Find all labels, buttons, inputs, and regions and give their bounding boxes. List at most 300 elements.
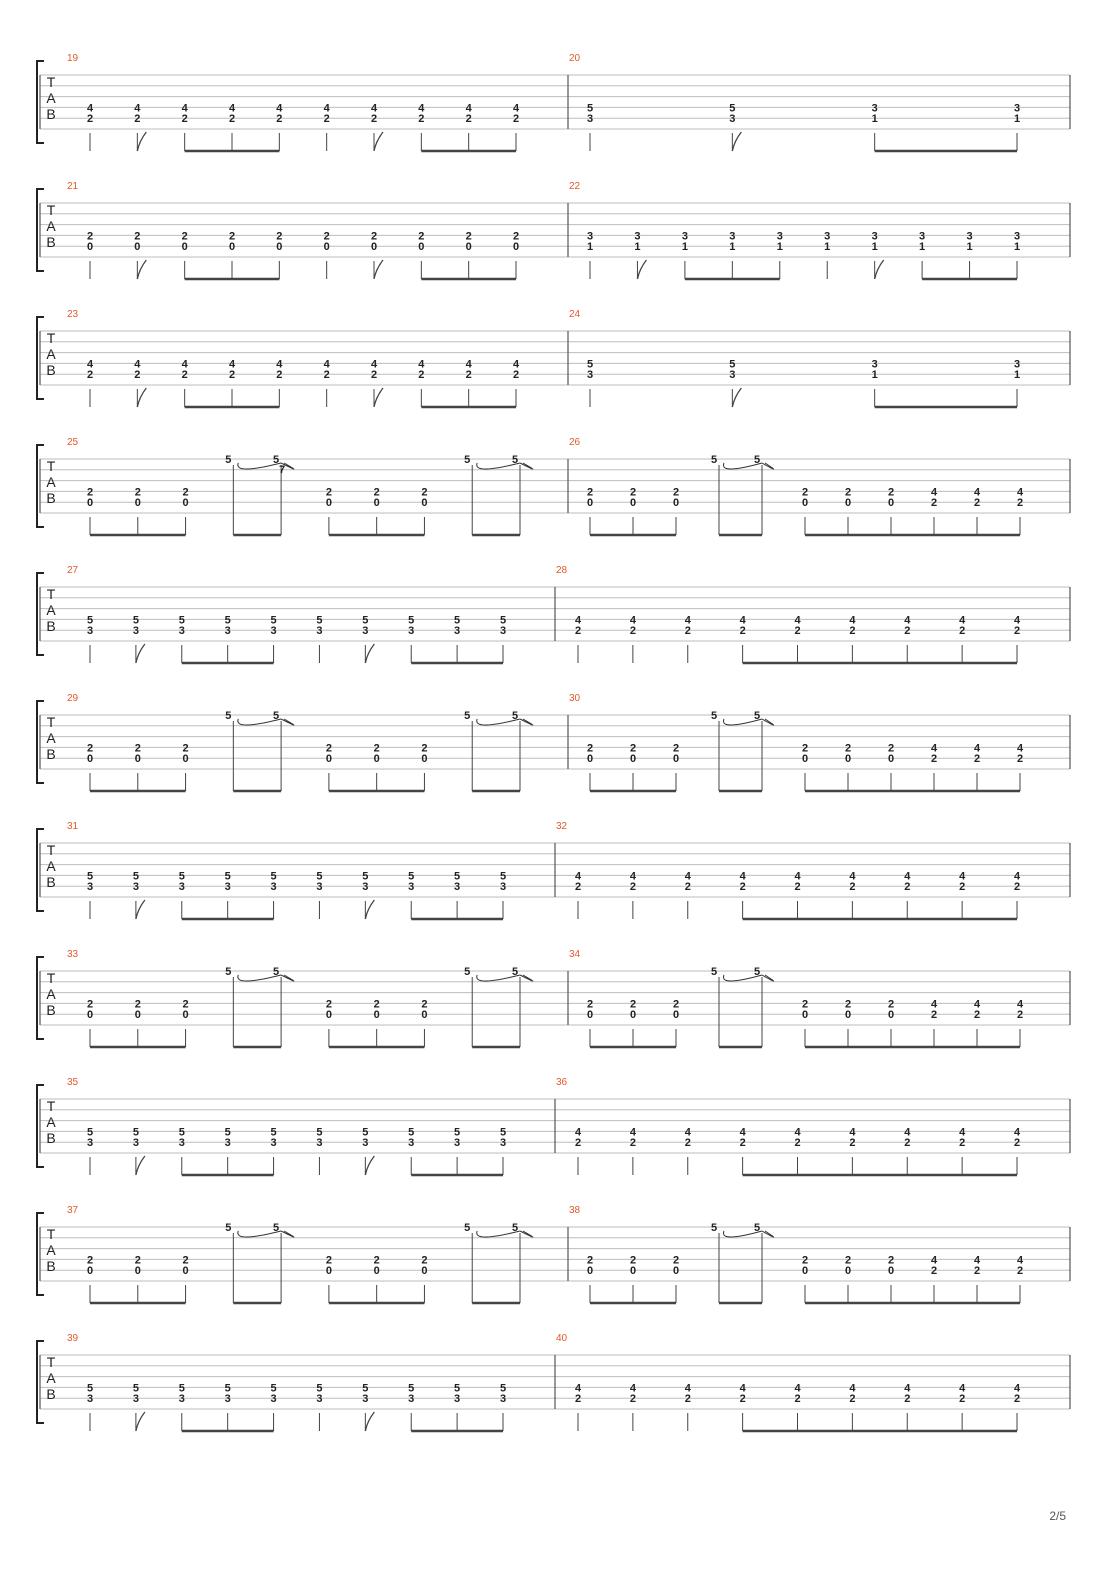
fret-number: 2	[973, 497, 981, 510]
fret-number: 3	[871, 102, 878, 115]
fret-number: 0	[325, 1265, 332, 1278]
fret-number: 5	[270, 870, 277, 883]
measure	[67, 693, 533, 791]
fret-number: 5	[273, 710, 280, 722]
fret-number: 2	[134, 998, 141, 1011]
fret-number: 4	[904, 870, 911, 883]
fret-number: 2	[574, 1137, 582, 1150]
fret-number: 0	[181, 241, 188, 254]
fret-number: 3	[1013, 230, 1021, 243]
fret-number: 5	[464, 710, 471, 722]
fret-number: 3	[132, 881, 139, 894]
note-flag	[732, 388, 741, 407]
fret-number: 0	[373, 1009, 380, 1022]
fret-number: 0	[182, 1265, 189, 1278]
fret-number: 0	[182, 1009, 189, 1022]
fret-number: 2	[181, 230, 188, 243]
fret-number: 4	[959, 1126, 966, 1139]
measure-number: 36	[556, 1077, 568, 1088]
fret-number: 5	[408, 870, 415, 883]
tab-system	[37, 565, 1070, 663]
tie-arc	[281, 975, 294, 981]
fret-number: 2	[1013, 1137, 1021, 1150]
measure	[67, 53, 520, 151]
fret-number: 0	[325, 753, 332, 766]
fret-number: 4	[739, 1382, 746, 1395]
tab-clef-letter: T	[46, 330, 56, 346]
note-flag	[365, 644, 374, 663]
fret-number: 2	[930, 753, 938, 766]
fret-number: 0	[134, 241, 141, 254]
fret-number: 2	[182, 486, 189, 499]
fret-number: 5	[753, 454, 761, 466]
fret-number: 3	[871, 230, 878, 243]
tab-clef-letter: A	[46, 346, 56, 362]
tab-clef-letter: B	[46, 234, 56, 250]
fret-number: 4	[629, 1382, 636, 1395]
fret-number: 1	[1013, 113, 1021, 126]
fret-number: 0	[134, 1265, 141, 1278]
fret-number: 4	[512, 358, 520, 371]
fret-number: 0	[801, 497, 809, 510]
fret-number: 2	[228, 113, 236, 126]
fret-number: 4	[849, 614, 856, 627]
fret-number: 2	[672, 486, 680, 499]
fret-number: 4	[739, 614, 746, 627]
note-flag	[136, 644, 145, 663]
tab-clef-letter: B	[46, 746, 56, 762]
fret-number: 0	[86, 241, 94, 254]
fret-number: 0	[86, 1009, 94, 1022]
fret-number: 2	[1013, 881, 1021, 894]
fret-number: 2	[512, 369, 520, 382]
fret-number: 4	[794, 1382, 801, 1395]
fret-number: 0	[801, 1265, 809, 1278]
tie-arc	[520, 463, 533, 469]
fret-number: 5	[511, 1222, 519, 1234]
fret-number: 3	[316, 625, 323, 638]
fret-number: 0	[586, 1009, 594, 1022]
fret-number: 3	[316, 1393, 323, 1406]
fret-number: 4	[181, 358, 188, 371]
fret-number: 0	[512, 241, 520, 254]
fret-number: 0	[844, 1265, 852, 1278]
fret-number: 3	[86, 1393, 94, 1406]
fret-number: 3	[316, 881, 323, 894]
fret-number: 3	[270, 1393, 277, 1406]
tie-arc	[520, 719, 533, 725]
measure-number: 33	[67, 949, 79, 960]
tab-clef-letter: A	[46, 218, 56, 234]
tab-clef-letter: A	[46, 986, 56, 1002]
fret-number: 4	[973, 486, 981, 499]
fret-number: 2	[465, 369, 472, 382]
measure-number: 21	[67, 181, 79, 192]
fret-number: 4	[1016, 742, 1024, 755]
tab-system	[37, 1205, 1070, 1303]
fret-number: 5	[225, 454, 232, 466]
fret-number: 2	[134, 369, 141, 382]
fret-number: 2	[794, 625, 801, 638]
fret-number: 4	[276, 102, 283, 115]
fret-number: 0	[844, 497, 852, 510]
fret-number: 0	[887, 753, 895, 766]
fret-number: 5	[178, 1126, 185, 1139]
fret-number: 4	[323, 102, 330, 115]
fret-number: 2	[887, 486, 895, 499]
fret-number: 5	[224, 1126, 231, 1139]
fret-number: 3	[454, 1137, 461, 1150]
fret-number: 5	[273, 1222, 280, 1234]
fret-number: 5	[464, 1222, 471, 1234]
fret-number: 2	[739, 881, 746, 894]
fret-number: 3	[729, 369, 736, 382]
fret-number: 4	[1016, 1254, 1024, 1267]
fret-number: 2	[739, 1393, 746, 1406]
fret-number: 2	[801, 742, 809, 755]
fret-number: 2	[370, 230, 378, 243]
fret-number: 2	[134, 1254, 141, 1267]
fret-number: 5	[86, 870, 94, 883]
fret-number: 2	[86, 742, 94, 755]
fret-number: 0	[672, 1009, 680, 1022]
fret-number: 2	[904, 881, 911, 894]
fret-number: 2	[629, 625, 636, 638]
measure	[67, 949, 533, 1047]
fret-number: 2	[629, 1393, 636, 1406]
note-flag	[137, 260, 146, 279]
fret-number: 4	[574, 1382, 582, 1395]
fret-number: 4	[930, 486, 938, 499]
tab-clef-letter: T	[46, 74, 56, 90]
fret-number: 2	[574, 625, 582, 638]
fret-number: 2	[181, 369, 188, 382]
tie-arc	[520, 975, 533, 981]
fret-number: 3	[224, 1393, 231, 1406]
fret-number: 3	[681, 230, 688, 243]
fret-number: 3	[776, 230, 783, 243]
fret-number: 2	[794, 1393, 801, 1406]
fret-number: 0	[672, 1265, 680, 1278]
fret-number: 4	[930, 742, 938, 755]
fret-number: 3	[224, 1137, 231, 1150]
fret-number: 2	[849, 1137, 856, 1150]
fret-number: 2	[973, 1265, 981, 1278]
tab-system	[37, 53, 1070, 151]
fret-number: 4	[684, 1382, 691, 1395]
fret-number: 2	[629, 742, 637, 755]
measure-number: 38	[569, 1205, 581, 1216]
fret-number: 5	[710, 1222, 718, 1234]
fret-number: 2	[421, 486, 428, 499]
tab-clef-letter: A	[46, 1114, 56, 1130]
fret-number: 2	[629, 881, 636, 894]
fret-number: 0	[629, 1265, 637, 1278]
fret-number: 0	[629, 497, 637, 510]
fret-number: 5	[225, 1222, 232, 1234]
fret-number: 2	[586, 998, 594, 1011]
note-flag	[732, 132, 741, 151]
measure	[556, 1333, 1021, 1431]
fret-number: 2	[86, 113, 94, 126]
tab-clef-letter: A	[46, 1242, 56, 1258]
measure	[67, 1077, 506, 1175]
fret-number: 2	[1016, 753, 1024, 766]
tie-arc	[762, 1231, 774, 1237]
measure-number: 35	[67, 1077, 79, 1088]
fret-number: 5	[511, 710, 519, 722]
fret-number: 4	[904, 1382, 911, 1395]
fret-number: 2	[86, 230, 94, 243]
fret-number: 5	[178, 614, 185, 627]
fret-number: 2	[421, 742, 428, 755]
fret-number: 1	[871, 241, 878, 254]
fret-number: 2	[844, 998, 852, 1011]
fret-number: 5	[316, 614, 323, 627]
fret-number: 0	[323, 241, 330, 254]
measure-number: 19	[67, 53, 79, 64]
fret-number: 5	[464, 454, 471, 466]
fret-number: 2	[801, 1254, 809, 1267]
fret-number: 5	[178, 870, 185, 883]
fret-number: 0	[844, 753, 852, 766]
fret-number: 2	[325, 998, 332, 1011]
fret-number: 4	[849, 870, 856, 883]
fret-number: 4	[794, 1126, 801, 1139]
fret-number: 3	[224, 625, 231, 638]
fret-number: 5	[86, 1126, 94, 1139]
fret-number: 2	[134, 742, 141, 755]
tab-clef-letter: T	[46, 1354, 56, 1370]
fret-number: 2	[182, 742, 189, 755]
fret-number: 2	[418, 113, 425, 126]
fret-number: 5	[86, 1382, 94, 1395]
fret-number: 2	[134, 486, 141, 499]
fret-number: 0	[86, 753, 94, 766]
tab-clef-letter: T	[46, 586, 56, 602]
fret-number: 0	[844, 1009, 852, 1022]
fret-number: 2	[86, 369, 94, 382]
fret-number: 4	[370, 102, 378, 115]
fret-number: 5	[362, 1126, 369, 1139]
fret-number: 1	[776, 241, 783, 254]
tie-mark: 7	[279, 464, 286, 476]
fret-number: 4	[465, 358, 472, 371]
fret-number: 5	[408, 614, 415, 627]
fret-number: 5	[464, 966, 471, 978]
tab-clef-letter: T	[46, 202, 56, 218]
fret-number: 4	[959, 614, 966, 627]
fret-number: 2	[1013, 1393, 1021, 1406]
tab-system	[37, 309, 1070, 407]
fret-number: 0	[801, 1009, 809, 1022]
note-flag	[136, 1156, 145, 1175]
fret-number: 3	[408, 1393, 415, 1406]
fret-number: 0	[421, 1009, 428, 1022]
fret-number: 2	[844, 1254, 852, 1267]
fret-number: 5	[408, 1126, 415, 1139]
tie-arc	[762, 463, 774, 469]
fret-number: 0	[629, 1009, 637, 1022]
tab-clef-letter: B	[46, 490, 56, 506]
fret-number: 0	[134, 497, 141, 510]
measure	[67, 437, 533, 535]
fret-number: 2	[182, 1254, 189, 1267]
fret-number: 3	[871, 358, 878, 371]
fret-number: 0	[586, 753, 594, 766]
fret-number: 4	[973, 998, 981, 1011]
measure-number: 24	[569, 309, 581, 320]
measure	[569, 181, 1020, 279]
measure	[67, 309, 520, 407]
fret-number: 3	[362, 1393, 369, 1406]
fret-number: 5	[86, 614, 94, 627]
fret-number: 3	[270, 881, 277, 894]
tie-arc	[281, 719, 294, 725]
fret-number: 5	[499, 614, 507, 627]
fret-number: 5	[753, 1222, 761, 1234]
fret-number: 0	[418, 241, 425, 254]
fret-number: 2	[629, 998, 637, 1011]
fret-number: 5	[316, 1126, 323, 1139]
fret-number: 2	[370, 369, 378, 382]
fret-number: 3	[586, 369, 594, 382]
fret-number: 2	[228, 369, 236, 382]
fret-number: 2	[325, 742, 332, 755]
fret-number: 2	[930, 1009, 938, 1022]
fret-number: 2	[586, 486, 594, 499]
fret-number: 2	[973, 1009, 981, 1022]
fret-number: 4	[512, 102, 520, 115]
fret-number: 4	[739, 1126, 746, 1139]
fret-number: 2	[1016, 497, 1024, 510]
measure-number: 22	[569, 181, 581, 192]
fret-number: 3	[408, 1137, 415, 1150]
measure-number: 30	[569, 693, 581, 704]
fret-number: 4	[973, 1254, 981, 1267]
tab-clef-letter: A	[46, 1370, 56, 1386]
measure	[67, 1205, 533, 1303]
tab-clef-letter: T	[46, 842, 56, 858]
fret-number: 3	[1013, 358, 1021, 371]
fret-number: 5	[710, 710, 718, 722]
fret-number: 0	[887, 1009, 895, 1022]
fret-number: 5	[454, 1126, 461, 1139]
fret-number: 4	[1013, 870, 1021, 883]
fret-number: 5	[316, 870, 323, 883]
tie-arc	[520, 1231, 533, 1237]
note-flag	[137, 388, 146, 407]
fret-number: 3	[499, 1137, 507, 1150]
fret-number: 3	[586, 230, 594, 243]
measure	[569, 309, 1020, 407]
fret-number: 0	[586, 497, 594, 510]
fret-number: 2	[887, 742, 895, 755]
measure	[67, 821, 506, 919]
fret-number: 2	[586, 1254, 594, 1267]
fret-number: 2	[421, 1254, 428, 1267]
note-flag	[374, 388, 383, 407]
fret-number: 2	[1016, 1009, 1024, 1022]
fret-number: 4	[86, 102, 94, 115]
fret-number: 3	[454, 1393, 461, 1406]
fret-number: 4	[959, 1382, 966, 1395]
fret-number: 3	[362, 881, 369, 894]
fret-number: 4	[228, 358, 236, 371]
fret-number: 0	[134, 753, 141, 766]
fret-number: 3	[499, 881, 507, 894]
fret-number: 0	[421, 497, 428, 510]
fret-number: 5	[132, 1126, 139, 1139]
fret-number: 2	[228, 230, 236, 243]
measure	[556, 1077, 1021, 1175]
fret-number: 0	[672, 497, 680, 510]
note-flag	[374, 260, 383, 279]
fret-number: 5	[132, 614, 139, 627]
fret-number: 0	[887, 1265, 895, 1278]
tab-system	[37, 437, 1070, 535]
fret-number: 2	[887, 1254, 895, 1267]
fret-number: 3	[499, 1393, 507, 1406]
fret-number: 4	[574, 870, 582, 883]
fret-number: 2	[574, 1393, 582, 1406]
fret-number: 2	[86, 486, 94, 499]
fret-number: 0	[325, 1009, 332, 1022]
fret-number: 0	[86, 497, 94, 510]
fret-number: 4	[323, 358, 330, 371]
tab-clef-letter: T	[46, 1226, 56, 1242]
fret-number: 5	[454, 614, 461, 627]
fret-number: 5	[586, 102, 594, 115]
fret-number: 3	[454, 881, 461, 894]
fret-number: 4	[418, 358, 425, 371]
fret-number: 4	[86, 358, 94, 371]
fret-number: 4	[1013, 1382, 1021, 1395]
measure	[569, 437, 1024, 535]
fret-number: 2	[418, 230, 425, 243]
fret-number: 3	[966, 230, 973, 243]
fret-number: 0	[373, 497, 380, 510]
fret-number: 2	[276, 113, 283, 126]
tab-clef-letter: T	[46, 970, 56, 986]
fret-number: 5	[273, 454, 280, 466]
fret-number: 4	[794, 870, 801, 883]
fret-number: 5	[710, 454, 718, 466]
measure-number: 25	[67, 437, 79, 448]
fret-number: 2	[844, 486, 852, 499]
fret-number: 5	[710, 966, 718, 978]
fret-number: 5	[316, 1382, 323, 1395]
tab-system	[37, 181, 1070, 279]
fret-number: 5	[729, 102, 736, 115]
fret-number: 3	[408, 625, 415, 638]
fret-number: 5	[132, 1382, 139, 1395]
measure	[569, 693, 1024, 791]
fret-number: 2	[801, 486, 809, 499]
fret-number: 0	[801, 753, 809, 766]
fret-number: 1	[871, 113, 878, 126]
fret-number: 4	[930, 1254, 938, 1267]
fret-number: 2	[182, 998, 189, 1011]
fret-number: 5	[362, 1382, 369, 1395]
fret-number: 5	[408, 1382, 415, 1395]
fret-number: 2	[325, 1254, 332, 1267]
fret-number: 2	[512, 113, 520, 126]
fret-number: 0	[887, 497, 895, 510]
tab-clef-letter: B	[46, 1386, 56, 1402]
fret-number: 2	[629, 1137, 636, 1150]
fret-number: 2	[1013, 625, 1021, 638]
